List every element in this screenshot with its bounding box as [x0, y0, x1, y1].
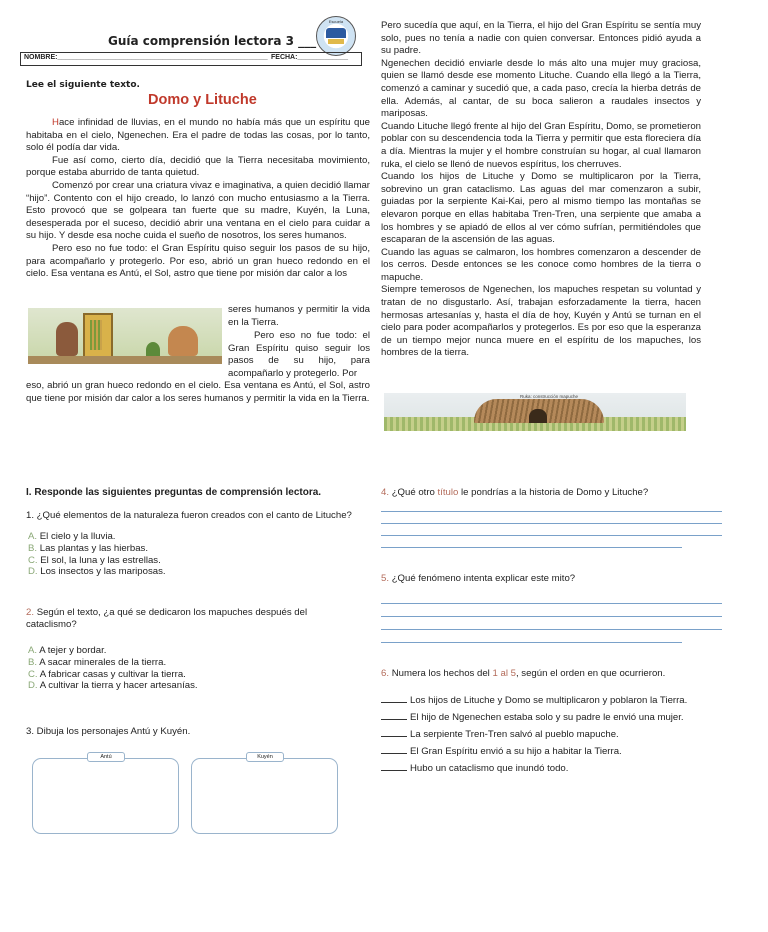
- option-1d[interactable]: D. Los insectos y las mariposas.: [28, 566, 166, 578]
- story-left-column: [26, 117, 370, 281]
- sequence-item: La serpiente Tren-Tren salvó al pueblo mapuche.: [381, 728, 687, 745]
- drawing-box-kuyen-label: Kuyén: [246, 752, 284, 762]
- ruka-image: [384, 393, 686, 431]
- sequence-blank[interactable]: [381, 745, 407, 754]
- story-paragraph-r5: Cuando las aguas se calmaron, los hombres comenzaron a descender de los cerros. Desde entonces se les conoce como hombres de la tierra o mapuche.: [381, 246, 701, 283]
- answer-line-5-3[interactable]: [381, 629, 722, 630]
- option-1a[interactable]: A. El cielo y la lluvia.: [28, 531, 116, 542]
- answer-line-5-1[interactable]: [381, 603, 722, 604]
- question-3: 3. Dibuja los personajes Antú y Kuyén.: [26, 726, 191, 737]
- answer-line-5-4[interactable]: [381, 642, 682, 643]
- sequence-blank[interactable]: [381, 728, 407, 737]
- answer-line-4-3[interactable]: [381, 535, 722, 536]
- drawing-box-antu-label: Antú: [87, 752, 125, 762]
- sequence-list: [381, 694, 687, 779]
- story-paragraph-r3: Cuando Lituche llegó frente al hijo del Gran Espíritu, Domo, se prometieron poblar con su descendencia toda la Tierra y permitir que esta floreciera día a día. Mientras la mujer y el hombre construían su hogar, al cual llamaron ruka, el cielo se llenó de nuevos espíritus, los cherruves.: [381, 120, 701, 170]
- question-1: 1. ¿Qué elementos de la naturaleza fueron creados con el canto de Lituche?: [26, 510, 352, 521]
- farmer-figure-icon: [168, 326, 198, 356]
- option-2c[interactable]: C. A fabricar casas y cultivar la tierra.: [28, 668, 186, 680]
- sequence-blank[interactable]: [381, 694, 407, 703]
- question-2-options: [28, 645, 198, 692]
- question-4: 4. ¿Qué otro título le pondrías a la historia de Domo y Lituche?: [381, 487, 649, 498]
- answer-line-4-2[interactable]: [381, 523, 722, 524]
- story-illustration: [28, 308, 222, 364]
- drop-initial: H: [52, 117, 59, 128]
- sequence-item: Los hijos de Lituche y Domo se multiplicaron y poblaron la Tierra.: [381, 694, 687, 711]
- sequence-blank[interactable]: [381, 711, 407, 720]
- sequence-item: Hubo un cataclismo que inundó todo.: [381, 762, 687, 779]
- story-paragraph-3: Comenzó por crear una criatura vivaz e imaginativa, a quien decidió llamar “hijo”. Contento con el hijo creado, lo lanzó con mucho entusiasmo a la Tierra. Esto provocó que se golpeara tan fuerte que su madre, Kuyén, la Luna, desesperada por el suceso, decidió abrir una ventana en el cielo para cuidar a su hijo. Y desde esa noche cuida el sueño de nosotros, los seres humanos.: [26, 179, 370, 242]
- story-title: Domo y Lituche: [148, 92, 257, 108]
- option-2d[interactable]: D. A cultivar la tierra y hacer artesanías.: [28, 680, 198, 692]
- drawing-box-kuyen[interactable]: [191, 758, 338, 834]
- drawing-box-antu[interactable]: [32, 758, 179, 834]
- logo-book-icon: [326, 28, 346, 38]
- option-2a[interactable]: A. A tejer y bordar.: [28, 645, 107, 656]
- story-paragraph-r4: Cuando los hijos de Lituche y Domo se multiplicaron por la Tierra, sobrevino un gran cataclismo. Las aguas del mar comenzaron a subir, guiadas por la serpiente Kai-Kai, pero al mismo tiempo las montañas se elevaron porque en ellas habitaba Tren-Tren, una serpiente que amaba a los hombres y se apiadó de ellos al ver cómo sufrían, permitiéndoles que escaparan de la ascensión de las aguas.: [381, 171, 701, 246]
- answer-line-4-1[interactable]: [381, 511, 722, 512]
- sequence-item: El hijo de Ngenechen estaba solo y su padre le envió una mujer.: [381, 711, 687, 728]
- logo-text: Escuela: [328, 19, 344, 24]
- story-paragraph-1: Hace infinidad de lluvias, en el mundo no había más que un espíritu que habitaba en el cielo, Ngenechen. Era el padre de todas las cosas, por lo tanto, solo él podía dar vida.: [26, 117, 370, 154]
- answer-line-4-4[interactable]: [381, 547, 682, 548]
- story-paragraph-r2: Ngenechen decidió enviarle desde lo más alto una mujer muy graciosa, quien se llamó desde ese momento Lituche. Cuando ella llegó a la Tierra, comenzó a caminar y sucedió que, a cada paso, crecía la hierba detrás de ella. Además, al cantar, de su boca salieron a raudales insectos y mariposas.: [381, 57, 701, 120]
- sequence-item: El Gran Espíritu envió a su hijo a habitar la Tierra.: [381, 745, 687, 762]
- question-1-options: [28, 531, 166, 578]
- name-field[interactable]: NOMBRE:______________________________________________________: [24, 54, 268, 61]
- answer-line-5-2[interactable]: [381, 616, 722, 617]
- reading-instruction: Lee el siguiente texto.: [26, 80, 140, 90]
- story-paragraph-5: Pero eso no fue todo: el Gran Espíritu quiso seguir los pasos de su hijo, para acompañarlo y protegerlo. Por: [228, 330, 370, 379]
- question-5: 5. ¿Qué fenómeno intenta explicar este mito?: [381, 573, 576, 584]
- question-6: 6. Numera los hechos del 1 al 5, según el orden en que ocurrieron.: [381, 668, 666, 679]
- section-title: I. Responde las siguientes preguntas de comprensión lectora.: [26, 487, 322, 498]
- worksheet-title: Guía comprensión lectora 3 ___: [108, 34, 317, 48]
- story-paragraph-r6: Siempre temerosos de Ngenechen, los mapuches respetan su voluntad y tratan de no disgustarlo. Así, trabajan esforzadamente la tierra, hacen hermosas artesanías y, hasta el día de hoy, Kuyén y Antú se turnan en el cielo para poder acompañarlos y protegerlos. Es por eso que la esperanza de un tiempo mejor nunca muere en el espíritu de los mapuches, los hombres de la tierra.: [381, 284, 701, 359]
- hut-door-icon: [529, 409, 547, 423]
- school-logo: [316, 16, 356, 56]
- date-field[interactable]: FECHA:_____________: [271, 54, 349, 61]
- story-paragraph-4b: seres humanos y permitir la vida en la Tierra.: [228, 304, 370, 328]
- story-paragraph-2: Fue así como, cierto día, decidió que la Tierra necesitaba movimiento, porque estaba aburrido de tanta quietud.: [26, 154, 370, 179]
- sequence-blank[interactable]: [381, 762, 407, 771]
- option-1b[interactable]: B. Las plantas y las hierbas.: [28, 542, 149, 554]
- question-2: 2. Según el texto, ¿a qué se dedicaron los mapuches después del cataclismo?: [26, 607, 308, 630]
- ruka-caption: Ruka: construcción mapuche: [519, 394, 579, 399]
- story-paragraph-4: Pero eso no fue todo: el Gran Espíritu quiso seguir los pasos de su hijo, para acompañarlo y protegerlo. Por eso, abrió un gran hueco redondo en el cielo. Esa ventana es Antú, el Sol, astro que tiene por misión dar calor a los: [26, 242, 370, 280]
- weaver-figure-icon: [56, 322, 78, 356]
- option-2b[interactable]: B. A sacar minerales de la tierra.: [28, 656, 167, 668]
- option-1c[interactable]: C. El sol, la luna y las estrellas.: [28, 554, 161, 566]
- logo-banner-icon: [328, 39, 344, 44]
- student-info-box: [20, 52, 362, 66]
- story-right-column: [381, 20, 701, 360]
- story-paragraph-5b: eso, abrió un gran hueco redondo en el cielo. Esa ventana es Antú, el Sol, astro que tiene por misión dar calor a los seres humanos y permitir la vida en la Tierra.: [26, 380, 370, 404]
- story-paragraph-r1: Pero sucedía que aquí, en la Tierra, el hijo del Gran Espíritu se sentía muy solo, pues no tenía a nadie con quien conversar. Entonces pidió ayuda a su padre.: [381, 20, 701, 57]
